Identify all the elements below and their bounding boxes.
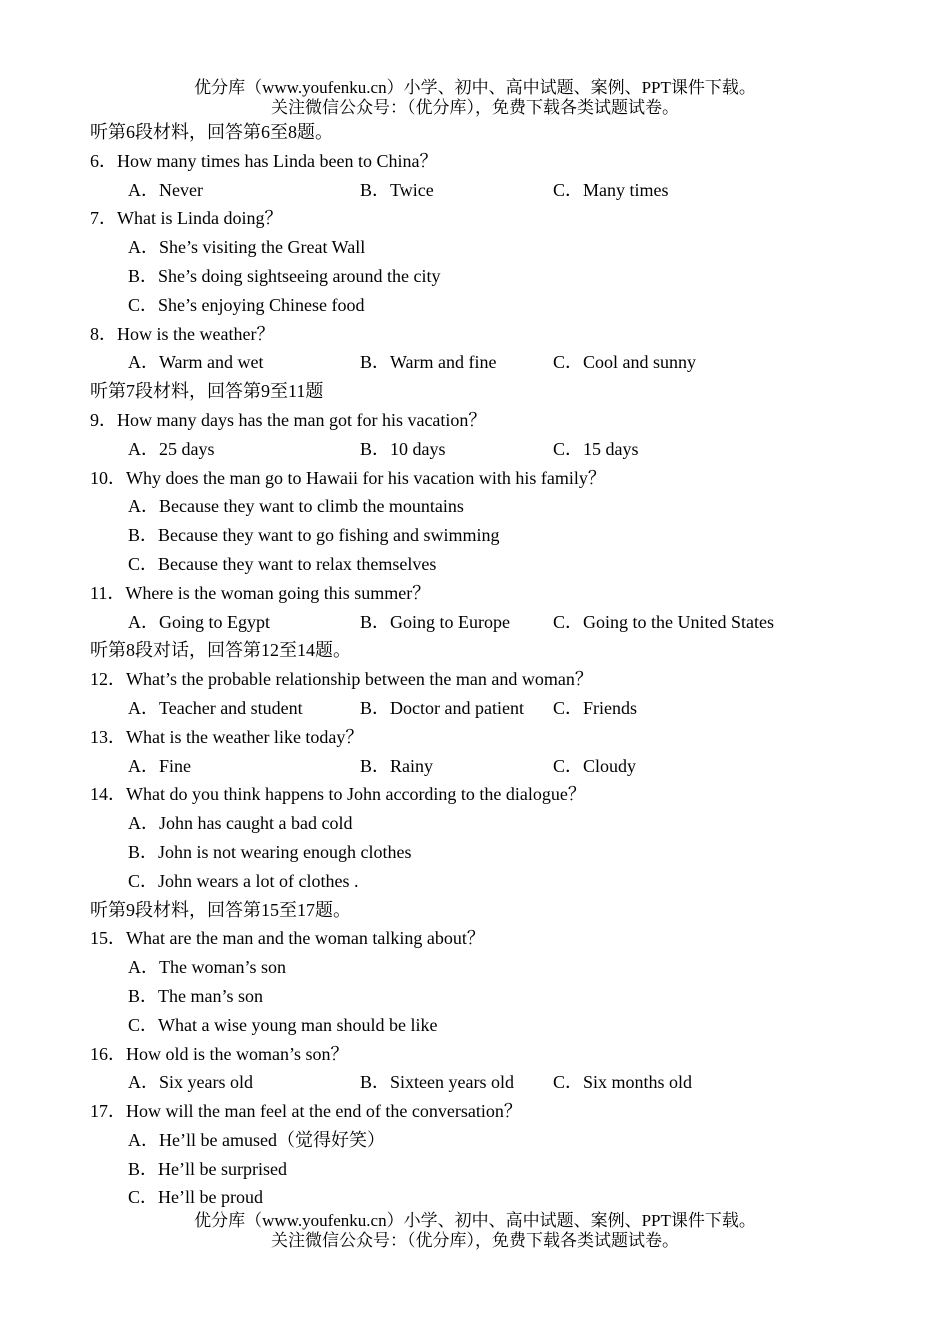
question-text: 17．How will the man feel at the end of the conversation？	[90, 1101, 522, 1122]
option-b: B．Twice	[360, 179, 434, 200]
option-b: B．Going to Europe	[360, 611, 510, 632]
option-b: B．Sixteen years old	[360, 1072, 514, 1093]
option-c: C．Going to the United States	[553, 611, 774, 632]
question-text: 12．What’s the probable relationship between the man and woman？	[90, 669, 593, 690]
question-text: 9．How many days has the man got for his vacation？	[90, 409, 487, 430]
option-c: C．John wears a lot of clothes .	[128, 870, 359, 891]
option-b: B．10 days	[360, 438, 446, 459]
option-b: B．She’s doing sightseeing around the city	[128, 265, 441, 286]
question-text: 10．Why does the man go to Hawaii for his vacation with his family？	[90, 467, 606, 488]
option-a: A．Teacher and student	[128, 697, 303, 718]
header-line-2: 关注微信公众号：（优分库），免费下载各类试题试卷。	[271, 98, 679, 117]
option-a: A．Warm and wet	[128, 352, 264, 373]
option-a: A．Never	[128, 179, 203, 200]
option-a: A．Because they want to climb the mountains	[128, 496, 464, 517]
option-b: B．Warm and fine	[360, 352, 497, 373]
header-line-1: 优分库（www.youfenku.cn）小学、初中、高中试题、案例、PPT课件下载。	[194, 78, 756, 97]
option-c: C．Many times	[553, 179, 669, 200]
options-row	[90, 1068, 910, 1097]
section-title: 听第8段对话，回答第12至14题。	[90, 640, 351, 661]
option-b: B．Because they want to go fishing and swimming	[128, 525, 500, 546]
page-footer	[0, 1211, 950, 1251]
footer-line-1: 优分库（www.youfenku.cn）小学、初中、高中试题、案例、PPT课件下载。	[194, 1211, 756, 1230]
option-c: C．Six months old	[553, 1072, 693, 1093]
option-c: C．Because they want to relax themselves	[128, 553, 437, 574]
section-title: 听第7段材料，回答第9至11题	[90, 381, 324, 402]
option-a: A．Going to Egypt	[128, 611, 270, 632]
option-c: C．Friends	[553, 697, 638, 718]
question-text: 15．What are the man and the woman talking about？	[90, 928, 485, 949]
option-b: B．He’ll be surprised	[128, 1158, 287, 1179]
option-a: A．25 days	[128, 438, 215, 459]
question-text: 13．What is the weather like today？	[90, 726, 364, 747]
option-b: B．Rainy	[360, 755, 434, 776]
question-text: 14．What do you think happens to John according to the dialogue？	[90, 784, 586, 805]
option-a: A．Fine	[128, 755, 191, 776]
question-text: 7．What is Linda doing？	[90, 208, 283, 229]
option-c: C．She’s enjoying Chinese food	[128, 294, 365, 315]
page-header	[0, 78, 950, 118]
exam-content	[90, 118, 910, 1212]
options-row	[90, 176, 910, 205]
options-row	[90, 608, 910, 637]
options-row	[90, 752, 910, 781]
option-c: C．What a wise young man should be like	[128, 1014, 438, 1035]
options-row	[90, 435, 910, 464]
option-c: C．Cloudy	[553, 755, 637, 776]
option-b: B．The man’s son	[128, 985, 263, 1006]
question-text: 16．How old is the woman’s son？	[90, 1043, 349, 1064]
option-a: A．She’s visiting the Great Wall	[128, 237, 366, 258]
option-c: C．He’ll be proud	[128, 1187, 263, 1208]
section-title: 听第9段材料，回答第15至17题。	[90, 899, 351, 920]
option-a: A．John has caught a bad cold	[128, 813, 353, 834]
section-title: 听第6段材料，回答第6至8题。	[90, 122, 333, 142]
footer-line-2: 关注微信公众号：（优分库），免费下载各类试题试卷。	[271, 1231, 679, 1250]
option-a: A．He’ll be amused（觉得好笑）	[128, 1129, 385, 1150]
option-c: C．15 days	[553, 438, 639, 459]
question-text: 6．How many times has Linda been to China？	[90, 150, 438, 171]
option-a: A．Six years old	[128, 1072, 253, 1093]
options-row	[90, 348, 910, 377]
option-b: B．John is not wearing enough clothes	[128, 841, 412, 862]
option-c: C．Cool and sunny	[553, 352, 697, 373]
question-text: 8．How is the weather？	[90, 323, 275, 344]
question-text: 11．Where is the woman going this summer？	[90, 582, 431, 603]
option-b: B．Doctor and patient	[360, 697, 524, 718]
option-a: A．The woman’s son	[128, 957, 286, 978]
options-row	[90, 694, 910, 723]
